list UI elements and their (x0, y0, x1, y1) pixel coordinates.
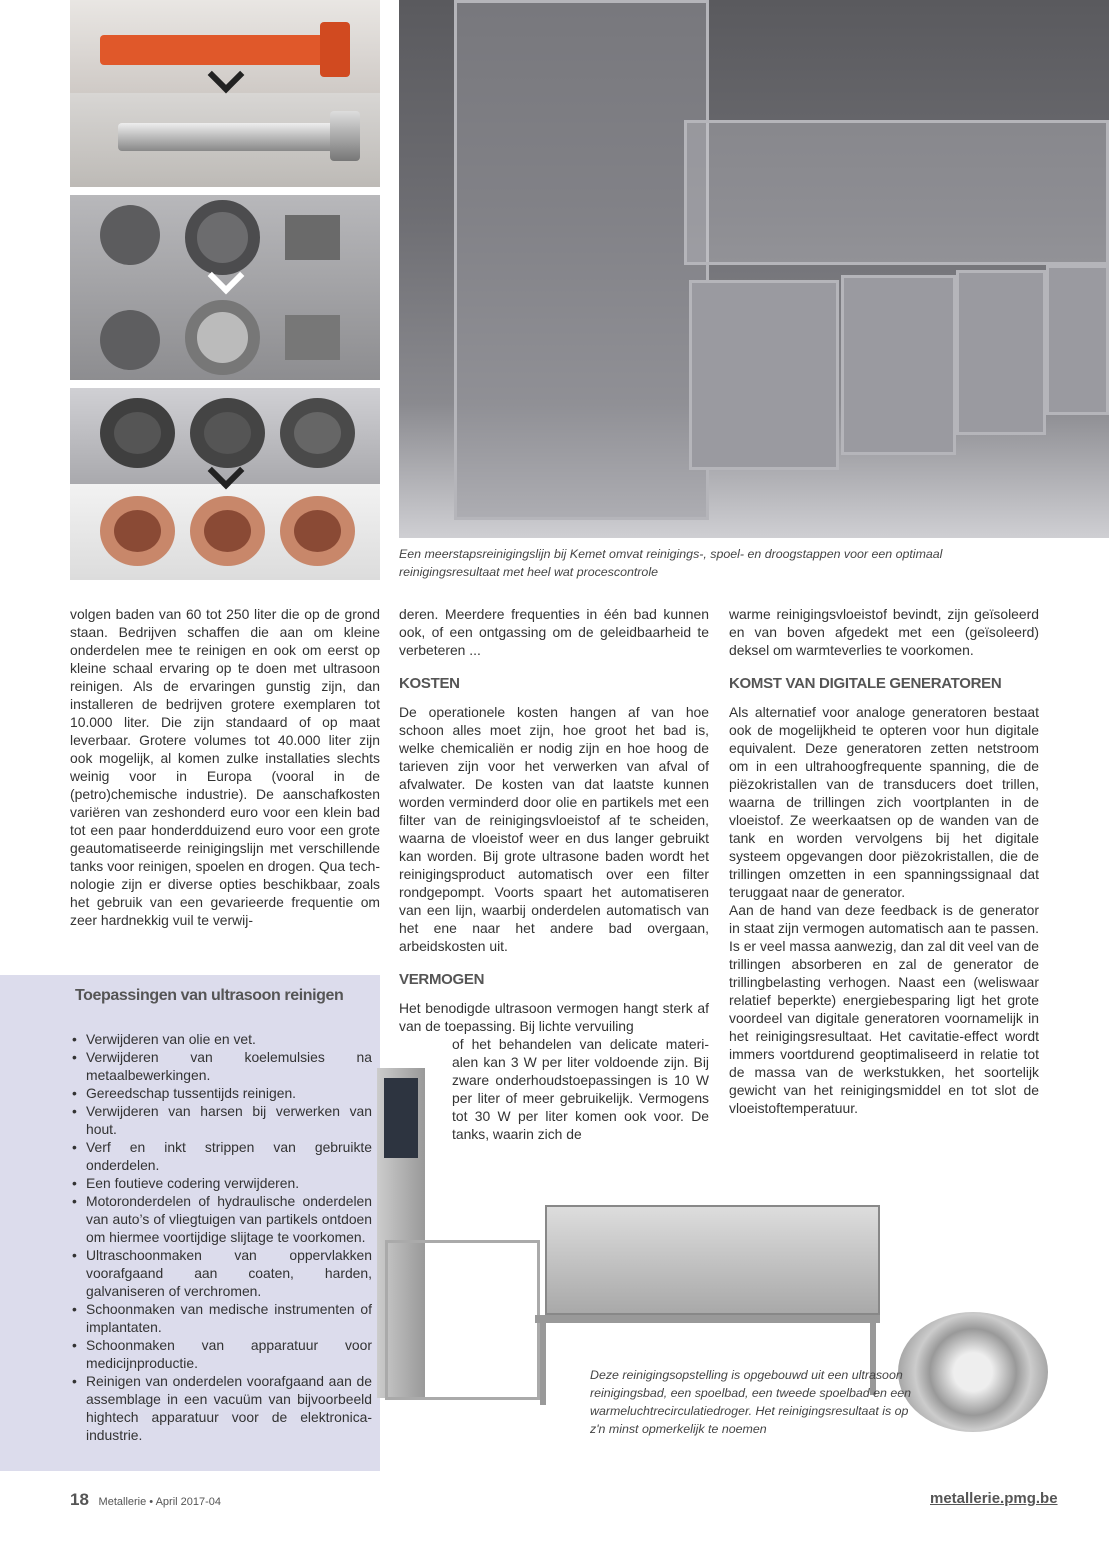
body-text: warme reinigingsvloeistof bevindt, zijn geïsoleerd en van boven afgedekt met een (geïsoleerd) deksel om warmteverlies te voorkomen. (729, 606, 1039, 658)
body-text: Aan de hand van deze feedback is de generator in staat zijn vermogen automatisch aan te passen. Is er veel massa aanwezig, dan zal dit veel van de trillingen absorberen en zal de generator de trillingbelasting verhogen. Naast een (weliswaar relatief beperkte) energiebesparing ligt het grote voordeel van digitale generatoren voornamelijk in het reinigingsresultaat. Het cavitatie-effect wordt immers voortdurend geoptimaliseerd in relatie tot de massa van de werkstukken, het soortelijk gewicht van het reinigingsmiddel en tot slot de vloeistoftemperatuur. (729, 902, 1039, 1116)
heading-kosten: KOSTEN (399, 675, 460, 692)
list-item: • Verwijderen van olie en vet. (72, 1030, 372, 1048)
list-item: • Een foutieve codering verwijderen. (72, 1174, 372, 1192)
photo-caption-top: Een meerstapsreinigingslijn bij Kemet omvat reinigings-, spoel- en droogstappen voor een optimaal reinigingsresultaat met heel wat procescontrole (399, 547, 943, 579)
page-number: 18 (70, 1490, 89, 1509)
bushing (100, 496, 175, 566)
block-part (285, 215, 340, 260)
gear (100, 310, 160, 370)
column-1 (70, 605, 380, 929)
photo-caption-bottom: Deze reinigingsopstelling is opgebouwd uit een ultrasoon reinigingsbad, een spoelbad, een tweede spoelbad en een warmeluchtrecirculatiedroger. Het reinigingsresultaat is op z'n minst opmerkelijk te noemen (590, 1368, 912, 1436)
sidebar-title: Toepassingen van ultrasoon reinigen (75, 987, 344, 1004)
photo-bushings-after (70, 484, 380, 580)
list-item: • Verwijderen van koelemulsies na metaalbewerkingen. (72, 1048, 372, 1084)
glass-window (684, 120, 1109, 265)
column-3 (729, 605, 1039, 1117)
footer-left (70, 1490, 221, 1510)
list-item: • Reinigen van onderdelen voorafgaand aan de assemblage in een vacuüm van bijvoorbeeld hightech apparatuur voor de elektronica-industrie. (72, 1372, 372, 1444)
body-text: Als alternatief voor analoge generatoren bestaat ook de mogelijkheid te opteren voor hun digitale equivalent. Deze generatoren zetten netstroom om in een ultrahoogfrequente spanning, die de piëzokristallen van de transducers doet trillen, waarna de trillingen zich voortplanten in de vloeistof. Ze weerkaatsen op de wanden van de tank en worden vervolgens bij het digitale systeem opgevangen door piëzokristallen, die de trillingen omzetten in een spanningssignaal dat teruggaat naar de generator. (729, 704, 1039, 900)
column-2 (399, 605, 709, 1143)
tank-unit (956, 270, 1046, 435)
gear (185, 300, 260, 375)
tank-unit (1046, 265, 1109, 415)
glass-panel (454, 0, 709, 520)
block-part (285, 315, 340, 360)
heading-vermogen: VERMOGEN (399, 971, 485, 988)
bushing (100, 398, 175, 468)
body-text: of het behandelen van delicate materialen kan 3 W per liter voldoende zijn. Bij zware onderhoudstoepassingen is 10 W per liter of meer gebruikelijk. Vermogens tot 30 W per liter komen ook voor. De tanks, waarin zich de (452, 1036, 709, 1142)
body-text: deren. Meerdere frequenties in één bad kunnen ook, of een ontgassing om de geleidbaarheid te verbeteren ... (399, 606, 709, 658)
bolt-head (320, 22, 350, 77)
list-item: • Ultraschoonmaken van oppervlakken voorafgaand aan coaten, harden, galvaniseren of verchromen. (72, 1246, 372, 1300)
heading-komst: KOMST VAN DIGITALE GENERATOREN (729, 675, 1002, 692)
body-text: De operationele kosten hangen af van hoe schoon alles moet zijn, hoe groot het bad is, welke chemicaliën er nodig zijn en hoe hoog de tarieven zijn voor het verwerken van afval of afvalwater. De kosten van dat laatste kunnen worden verminderd door olie en partikels met een filter van de reinigingsvloeistof af te scheiden, waarna de vloeistof weer en dus langer gebruikt kan worden. Bij grote ultrasone baden wordt het reinigingsproduct automatisch over een filter rondgepompt. Voorts spaart het automatiseren van een lijn, waarbij onderdelen automatisch van het ene naar het andere bad overgaan, arbeidskosten uit. (399, 704, 709, 954)
body-text: volgen baden van 60 tot 250 liter die op de grond staan. Bedrijven schaffen die aan om kleine onderdelen mee te reinigen en ook om eerst op kleine schaal ervaring op te doen met ultrasoon reinigen. Als de ervaringen gunstig zijn, dan installeren de bedrijven grotere exemplaren tot 10.000 liter. Die zijn standaard of op maat leverbaar. Grotere volumes tot 40.000 liter zijn ook mogelijk, al komen zulke installaties slechts weinig voor in Europa (vooral in de (petro)chemische industrie). De aanschafkosten variëren van zeshonderd euro voor een klein bad tot een paar honderdduizend euro voor een grote geautomatiseerde reinigingslijn met verschillende tanks voor reinigen, spoelen en drogen. Qua technologie zijn er diverse opties beschikbaar, zoals het gebruik van een gevarieerde frequentie om zeer hardnekkig vuil te verwij- (70, 606, 380, 928)
list-item: • Gereedschap tussentijds reinigen. (72, 1084, 372, 1102)
sidebar-applications (0, 975, 380, 1471)
website-link[interactable]: metallerie.pmg.be (930, 1490, 1058, 1507)
gear (100, 205, 160, 265)
tank-unit (841, 275, 956, 455)
photo-bolt-after (70, 93, 380, 187)
photo-cleaning-line-kemet (399, 0, 1109, 538)
list-item: • Schoonmaken van medische instrumenten of implantaten. (72, 1300, 372, 1336)
bushing (280, 496, 355, 566)
tank-unit (689, 280, 839, 470)
frame-rail (535, 1315, 880, 1323)
frame (385, 1240, 540, 1400)
list-item: • Verwijderen van harsen bij verwerken van hout. (72, 1102, 372, 1138)
applications-list (72, 1030, 372, 1444)
tank-row (545, 1205, 880, 1315)
magazine-issue: Metallerie • April 2017-04 (98, 1496, 222, 1508)
frame-leg (540, 1315, 546, 1405)
list-item: • Schoonmaken van apparatuur voor medicijnproductie. (72, 1336, 372, 1372)
orange-bolt (100, 35, 330, 65)
photo-flange (898, 1312, 1048, 1432)
bushing (280, 398, 355, 468)
bolt-head (330, 111, 360, 161)
bushing (190, 496, 265, 566)
list-item: • Motoronderdelen of hydraulische onderdelen van auto’s of vliegtuigen van partikels ontdoen om hiermee voortijdige slijtage te voorkomen. (72, 1192, 372, 1246)
clean-bolt (118, 123, 338, 151)
list-item: • Verf en inkt strippen van gebruikte onderdelen. (72, 1138, 372, 1174)
body-text: Het benodigde ultrasoon vermogen hangt sterk af van de toepassing. Bij lichte vervuiling (399, 1000, 709, 1034)
